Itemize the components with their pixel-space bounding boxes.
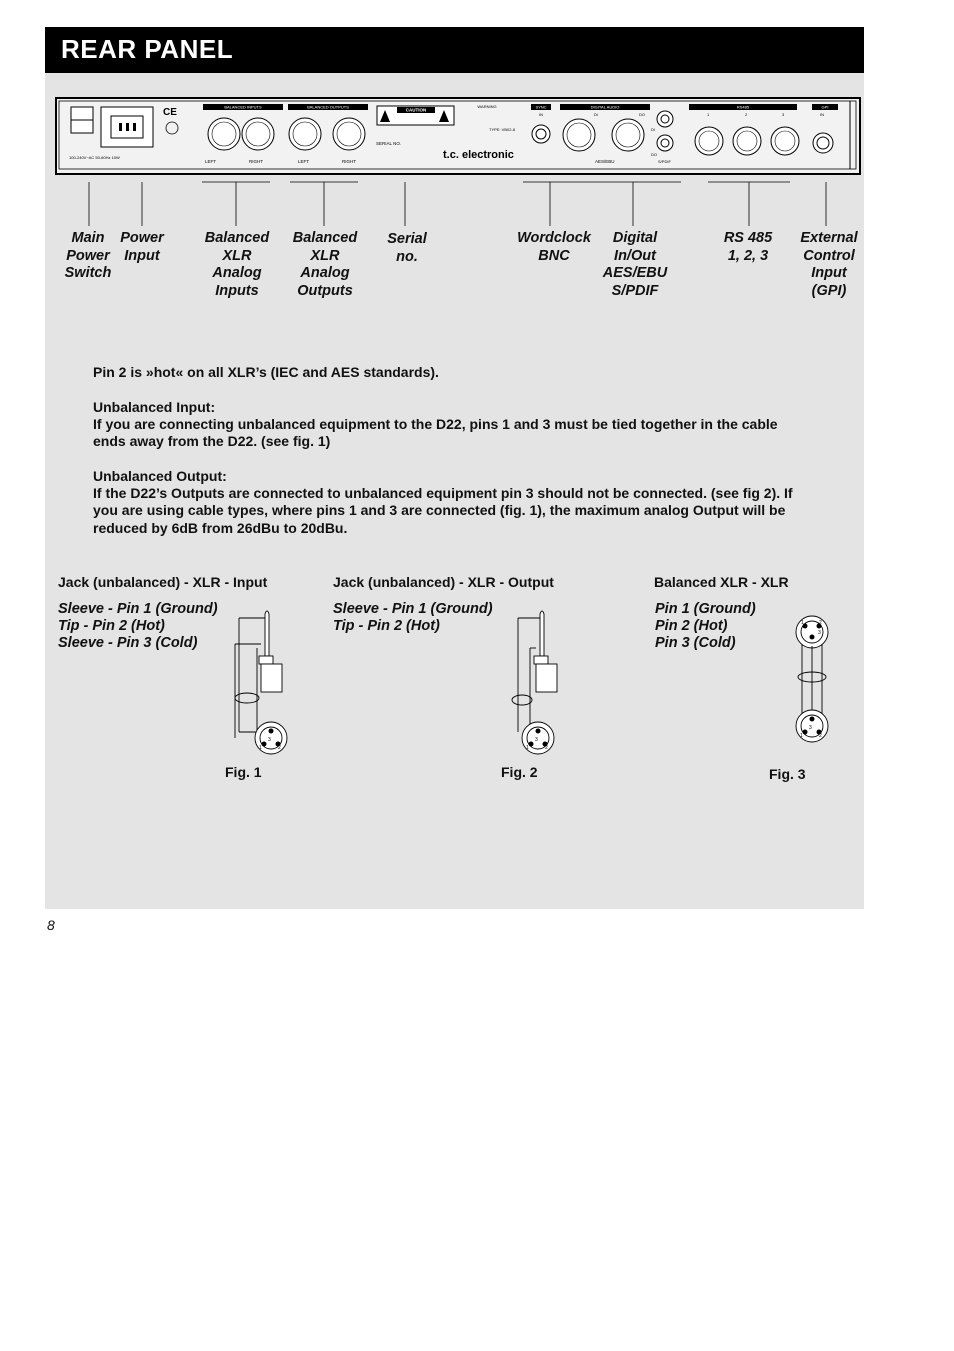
svg-text:LEFT: LEFT xyxy=(298,159,310,164)
unbalanced-input-heading: Unbalanced Input: xyxy=(93,399,216,415)
svg-text:RIGHT: RIGHT xyxy=(342,159,356,164)
label-rs485: RS 485 1, 2, 3 xyxy=(723,230,773,264)
svg-text:1: 1 xyxy=(800,733,803,739)
label-gpi: External Control Input (GPI) xyxy=(800,230,858,299)
balanced-inputs-title: BALANCED INPUTS xyxy=(224,104,262,110)
fig3-label: Fig. 3 xyxy=(769,766,806,782)
svg-text:LEFT: LEFT xyxy=(205,159,217,164)
section-lines-output: Sleeve - Pin 1 (Ground) Tip - Pin 2 (Hot) xyxy=(333,601,493,635)
section-lines-input: Sleeve - Pin 1 (Ground) Tip - Pin 2 (Hot) Sleeve - Pin 3 (Cold) xyxy=(58,601,218,652)
svg-text:2: 2 xyxy=(278,745,281,751)
svg-text:1: 1 xyxy=(801,620,804,626)
svg-text:2: 2 xyxy=(819,620,822,626)
svg-text:2: 2 xyxy=(819,733,822,739)
power-rating: 100-240V~AC 50-60Hz 10W xyxy=(69,155,120,160)
svg-text:DO: DO xyxy=(639,112,645,117)
section-lines-balanced: Pin 1 (Ground) Pin 2 (Hot) Pin 3 (Cold) xyxy=(655,601,756,652)
svg-text:CAUTION: CAUTION xyxy=(405,107,427,113)
brand-logo: t.c. electronic xyxy=(443,149,514,161)
svg-text:DO: DO xyxy=(651,152,657,157)
fig1-wiring-diagram xyxy=(225,608,305,758)
svg-text:3: 3 xyxy=(535,737,538,743)
svg-text:2: 2 xyxy=(745,112,748,117)
section-title-input: Jack (unbalanced) - XLR - Input xyxy=(58,574,268,590)
label-digital-io: Digital In/Out AES/EBU S/PDIF xyxy=(602,230,668,299)
svg-text:IN: IN xyxy=(820,112,824,117)
svg-text:3: 3 xyxy=(268,737,271,743)
label-main-power-switch: Main Power Switch xyxy=(64,230,112,281)
svg-text:CE: CE xyxy=(163,107,177,118)
svg-text:3: 3 xyxy=(809,725,812,731)
leader-lines xyxy=(0,0,954,240)
svg-text:3: 3 xyxy=(818,630,821,636)
svg-text:DIGITAL AUDIO: DIGITAL AUDIO xyxy=(590,104,620,110)
page-title: REAR PANEL xyxy=(61,34,234,64)
pin2-note: Pin 2 is »hot« on all XLR’s (IEC and AES standards). xyxy=(93,364,439,380)
svg-text:3: 3 xyxy=(782,112,785,117)
svg-text:TYPE: VB02-8: TYPE: VB02-8 xyxy=(489,127,516,132)
label-balanced-outputs: Balanced XLR Analog Outputs xyxy=(292,230,358,299)
svg-text:DI: DI xyxy=(594,112,598,117)
fig3-wiring-diagram xyxy=(780,608,844,748)
unbalanced-input-text: If you are connecting unbalanced equipment to the D22, pins 1 and 3 must be tied together in the cable ends away from the D22. (see fig. 1) xyxy=(93,416,778,450)
svg-text:RIGHT: RIGHT xyxy=(249,159,263,164)
svg-text:RS485: RS485 xyxy=(736,104,750,110)
section-title-balanced: Balanced XLR - XLR xyxy=(654,574,789,590)
unbalanced-output-text: If the D22’s Outputs are connected to unbalanced equipment pin 3 should not be connected. (see fig 2). If you are using cable types, where pins 1 and 3 are connected (fig. 1), the maximum analog Output will be reduced by 6dB from 26dBu to 20dBu. xyxy=(93,485,793,536)
label-wordclock: Wordclock BNC xyxy=(517,230,591,264)
label-balanced-inputs: Balanced XLR Analog Inputs xyxy=(204,230,270,299)
section-title-output: Jack (unbalanced) - XLR - Output xyxy=(333,574,554,590)
svg-text:SYNC: SYNC xyxy=(535,104,547,110)
label-power-input: Power Input xyxy=(120,230,164,264)
balanced-outputs-title: BALANCED OUTPUTS xyxy=(307,104,349,110)
svg-text:IN: IN xyxy=(539,112,543,117)
svg-text:DI: DI xyxy=(651,127,655,132)
svg-text:GPI: GPI xyxy=(821,104,829,110)
label-serial-no: Serial no. xyxy=(387,231,427,265)
svg-text:WARNING: WARNING xyxy=(477,104,497,109)
svg-text:SERIAL NO.: SERIAL NO. xyxy=(376,141,402,146)
fig2-wiring-diagram xyxy=(500,608,580,758)
svg-text:AES/EBU: AES/EBU xyxy=(595,159,615,164)
fig1-label: Fig. 1 xyxy=(225,764,262,780)
page-number: 8 xyxy=(47,917,55,933)
svg-text:S/PDIF: S/PDIF xyxy=(658,159,671,164)
svg-text:1: 1 xyxy=(707,112,710,117)
svg-text:1: 1 xyxy=(259,745,262,751)
unbalanced-output-heading: Unbalanced Output: xyxy=(93,468,227,484)
svg-text:1: 1 xyxy=(526,745,529,751)
fig2-label: Fig. 2 xyxy=(501,764,538,780)
svg-text:2: 2 xyxy=(545,745,548,751)
